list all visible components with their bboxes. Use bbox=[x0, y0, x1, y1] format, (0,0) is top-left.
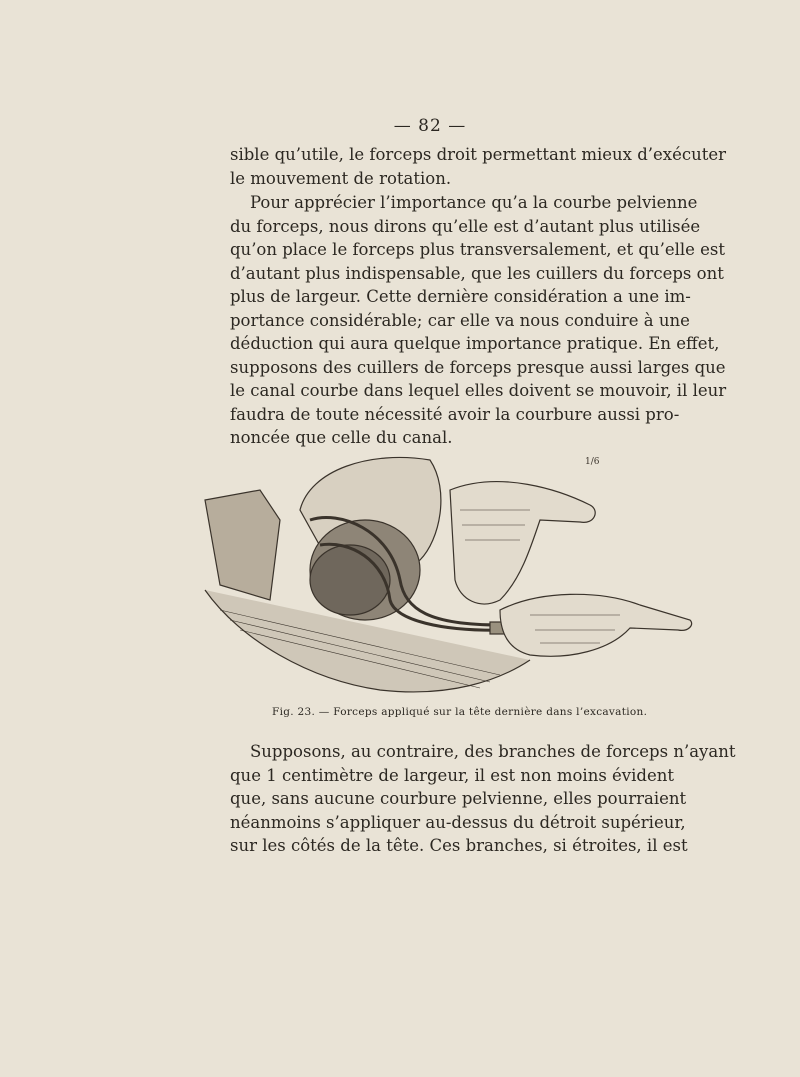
page-number: — 82 — bbox=[393, 116, 467, 136]
figure-caption: Fig. 23. — Forceps appliqué sur la tête dernière dans l’excavation. bbox=[272, 706, 648, 718]
text-line: Supposons, au contraire, des branches de forceps n’ayant bbox=[250, 742, 736, 761]
paragraph-3 bbox=[230, 740, 736, 858]
text-line: du forceps, nous dirons qu’elle est d’autant plus utilisée bbox=[230, 216, 701, 236]
text-line: déduction qui aura quelque importance pratique. En effet, bbox=[230, 334, 720, 353]
paragraph-2 bbox=[230, 191, 727, 450]
text-line: Pour apprécier l’importance qu’a la courbe pelvienne bbox=[250, 193, 698, 212]
text-line: sur les côtés de la tête. Ces branches, si étroites, il est bbox=[230, 836, 688, 855]
text-line: que, sans aucune courbure pelvienne, elles pourraient bbox=[230, 789, 687, 808]
paragraph-1 bbox=[230, 143, 727, 190]
text-line: que 1 centimètre de largeur, il est non moins évident bbox=[230, 765, 674, 785]
text-line: supposons des cuillers de forceps presque aussi larges que bbox=[230, 357, 726, 377]
text-line: faudra de toute nécessité avoir la courbure aussi pro- bbox=[230, 404, 680, 424]
text-line: plus de largeur. Cette dernière considération a une im- bbox=[230, 287, 691, 306]
text-line: néanmoins s’appliquer au-dessus du détroit supérieur, bbox=[230, 812, 686, 832]
text-line: portance considérable; car elle va nous conduire à une bbox=[230, 310, 690, 330]
text-line: d’autant plus indispensable, que les cuillers du forceps ont bbox=[230, 263, 724, 283]
text-line: le canal courbe dans lequel elles doivent se mouvoir, il leur bbox=[230, 381, 727, 400]
text-line: le mouvement de rotation. bbox=[230, 168, 452, 188]
text-line: noncée que celle du canal. bbox=[230, 428, 453, 447]
scale-mark: 1/6 bbox=[585, 457, 600, 467]
forceps-engraving bbox=[200, 450, 700, 700]
text-line: qu’on place le forceps plus transversalement, et qu’elle est bbox=[230, 240, 726, 259]
text-line: sible qu’utile, le forceps droit permettant mieux d’exécuter bbox=[230, 145, 727, 164]
